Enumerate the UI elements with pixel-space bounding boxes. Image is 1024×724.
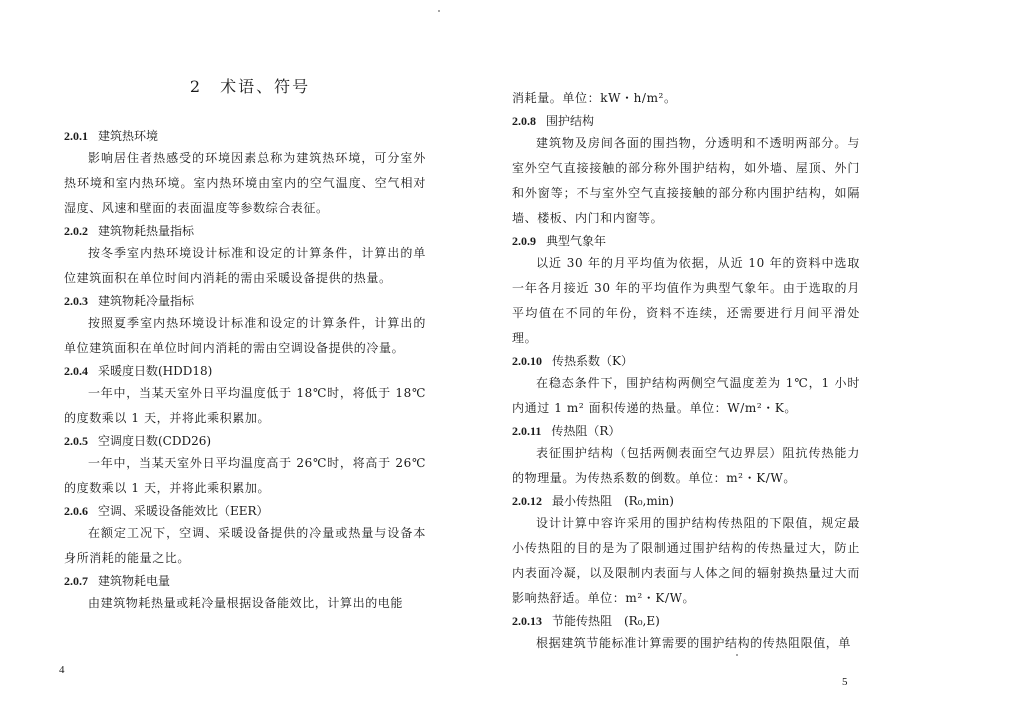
term-heading: 2.0.3 建筑物耗冷量指标 [64,294,195,308]
term-definition: 按冬季室内热环境设计标准和设定的计算条件，计算出的单位建筑面积在单位时间内消耗的需由采暖设备提供的热量。 [64,246,426,285]
left-column [64,126,426,616]
term-definition: 以近 30 年的月平均值为依据，从近 10 年的资料中选取一年各月接近 30 年的平均值作为典型气象年。由于选取的月平均值在不同的年份，资料不连续，还需要进行月间平滑处理。 [512,256,860,345]
page-number: 4 [59,664,65,676]
page-number: 5 [842,676,848,688]
term-heading: 2.0.13 节能传热阻 (R₀,E) [512,614,660,628]
term-definition: 一年中，当某天室外日平均温度高于 26℃时，将高于 26℃的度数乘以 1 天，并将此乘积累加。 [64,456,426,495]
term-definition: 一年中，当某天室外日平均温度低于 18℃时，将低于 18℃的度数乘以 1 天，并将此乘积累加。 [64,386,426,425]
term-heading: 2.0.12 最小传热阻 (R₀,min) [512,494,674,508]
continuation-text: 消耗量。单位：kW・h/m²。 [512,91,677,105]
term-definition: 建筑物及房间各面的围挡物，分透明和不透明两部分。与室外空气直接接触的部分称外围护结构，如外墙、屋顶、外门和外窗等；不与室外空气直接接触的部分称内围护结构，如隔墙、楼板、内门和内窗等。 [512,136,860,225]
term-heading: 2.0.8 围护结构 [512,114,595,128]
term-heading: 2.0.9 典型气象年 [512,234,607,248]
chapter-title: 2 术语、符号 [189,77,311,96]
term-definition: 由建筑物耗热量或耗冷量根据设备能效比，计算出的电能 [88,596,404,610]
term-heading: 2.0.6 空调、采暖设备能效比（EER） [64,504,269,518]
term-definition: 影响居住者热感受的环境因素总称为建筑热环境，可分室外热环境和室内热环境。室内热环境由室内的空气温度、空气相对湿度、风速和壁面的表面温度等参数综合表征。 [64,151,426,215]
term-definition: 根据建筑节能标准计算需要的围护结构的传热阻限值，单 [536,636,852,650]
term-heading: 2.0.5 空调度日数(CDD26) [64,434,212,448]
term-definition: 按照夏季室内热环境设计标准和设定的计算条件，计算出的单位建筑面积在单位时间内消耗的需由空调设备提供的冷量。 [64,316,426,355]
term-heading: 2.0.4 采暖度日数(HDD18) [64,364,213,378]
term-definition: 设计计算中容许采用的围护结构传热阻的下限值，规定最小传热阻的目的是为了限制通过围护结构的传热量过大，防止内表面冷凝，以及限制内表面与人体之间的辐射换热量过大而影响热舒适。单位：m²・K/W。 [512,516,860,605]
term-heading: 2.0.11 传热阻（R） [512,424,621,438]
term-heading: 2.0.2 建筑物耗热量指标 [64,224,195,238]
term-heading: 2.0.7 建筑物耗电量 [64,574,171,588]
right-column [512,86,860,656]
term-definition: 表征围护结构（包括两侧表面空气边界层）阻抗传热能力的物理量。为传热系数的倒数。单位：m²・K/W。 [512,446,860,485]
term-definition: 在额定工况下，空调、采暖设备提供的冷量或热量与设备本身所消耗的能量之比。 [64,526,426,565]
scan-speck [736,654,738,656]
term-definition: 在稳态条件下，围护结构两侧空气温度差为 1℃，1 小时内通过 1 m² 面积传递的热量。单位：W/m²・K。 [512,376,860,415]
term-heading: 2.0.1 建筑热环境 [64,129,159,143]
right-page [512,0,1024,724]
term-heading: 2.0.10 传热系数（K） [512,354,633,368]
scan-speck [438,10,440,12]
